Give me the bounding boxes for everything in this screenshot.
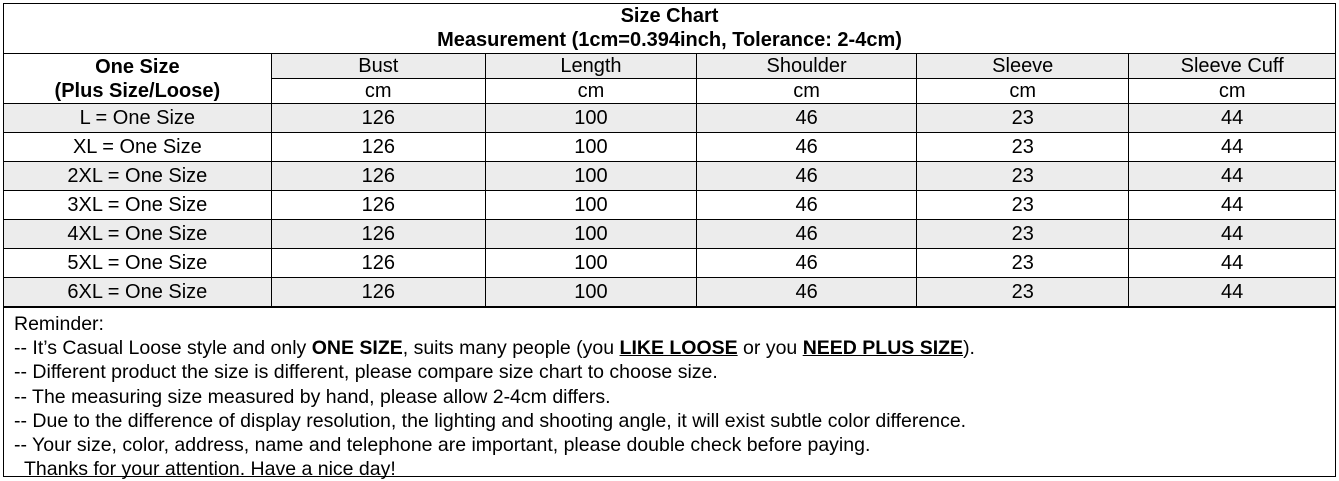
value-cell: 23 [917,220,1129,249]
value-cell: 126 [271,191,485,220]
size-cell: 4XL = One Size [4,220,271,249]
column-header-sleeve-cuff: Sleeve Cuff [1129,54,1335,79]
column-header-row [4,54,1335,79]
one-size-emphasis: ONE SIZE [311,337,403,360]
value-cell: 44 [1129,249,1335,278]
column-header-length: Length [485,54,696,79]
column-header-bust: Bust [271,54,485,79]
value-cell: 23 [917,162,1129,191]
reminder-text: -- It’s Casual Loose style and only [14,337,312,360]
value-cell: 100 [485,133,696,162]
value-cell: 44 [1129,162,1335,191]
reminder-line: -- The measuring size measured by hand, please allow 2-4cm differs. [14,385,611,408]
reminder-line-one-size [14,336,1335,360]
value-cell: 46 [697,278,917,307]
value-cell: 23 [917,249,1129,278]
table-row [4,278,1335,307]
size-cell: 3XL = One Size [4,191,271,220]
value-cell: 126 [271,162,485,191]
value-cell: 46 [697,162,917,191]
value-cell: 126 [271,249,485,278]
unit-cell: cm [697,79,917,104]
thanks-line: Thanks for your attention. Have a nice day! [24,458,396,481]
reminder-text: or you [737,337,803,360]
value-cell: 100 [485,249,696,278]
value-cell: 100 [485,162,696,191]
value-cell: 126 [271,104,485,133]
size-cell: 6XL = One Size [4,278,271,307]
unit-cell: cm [1129,79,1335,104]
value-cell: 23 [917,191,1129,220]
size-chart-sheet [3,3,1336,481]
chart-subtitle: Measurement (1cm=0.394inch, Tolerance: 2-4cm) [437,29,902,51]
reminder-text: ). [963,337,975,360]
value-cell: 100 [485,278,696,307]
column-header-sleeve: Sleeve [917,54,1129,79]
reminder-line: -- Different product the size is different, please compare size chart to choose size. [14,361,718,384]
reminder-section [4,307,1335,481]
table-row [4,249,1335,278]
reminder-line: -- Due to the difference of display resolution, the lighting and shooting angle, it will exist subtle color difference. [14,409,967,432]
table-row [4,191,1335,220]
unit-cell: cm [271,79,485,104]
size-cell: 2XL = One Size [4,162,271,191]
value-cell: 46 [697,191,917,220]
size-header-line-1: One Size [95,55,180,78]
value-cell: 44 [1129,133,1335,162]
table-row [4,162,1335,191]
need-plus-size-emphasis: NEED PLUS SIZE [802,337,964,360]
size-cell: 5XL = One Size [4,249,271,278]
size-cell: L = One Size [4,104,271,133]
column-header-shoulder: Shoulder [697,54,917,79]
reminder-line: -- Your size, color, address, name and telephone are important, please double check before paying. [14,434,871,457]
value-cell: 126 [271,220,485,249]
value-cell: 126 [271,278,485,307]
value-cell: 46 [697,249,917,278]
value-cell: 46 [697,220,917,249]
table-row [4,133,1335,162]
value-cell: 100 [485,191,696,220]
value-cell: 126 [271,133,485,162]
table-row [4,220,1335,249]
value-cell: 23 [917,133,1129,162]
value-cell: 100 [485,220,696,249]
size-table [4,54,1335,307]
table-row [4,104,1335,133]
size-cell: XL = One Size [4,133,271,162]
value-cell: 23 [917,278,1129,307]
value-cell: 44 [1129,191,1335,220]
reminder-text: , suits many people (you [402,337,620,360]
size-column-header [4,54,271,104]
unit-cell: cm [485,79,696,104]
size-header-line-2: (Plus Size/Loose) [54,79,221,102]
value-cell: 46 [697,104,917,133]
title-block [4,4,1335,54]
value-cell: 44 [1129,220,1335,249]
value-cell: 44 [1129,278,1335,307]
value-cell: 44 [1129,104,1335,133]
reminder-heading: Reminder: [14,313,104,335]
unit-cell: cm [917,79,1129,104]
value-cell: 46 [697,133,917,162]
chart-title: Size Chart [620,5,719,27]
like-loose-emphasis: LIKE LOOSE [619,337,738,360]
value-cell: 23 [917,104,1129,133]
value-cell: 100 [485,104,696,133]
